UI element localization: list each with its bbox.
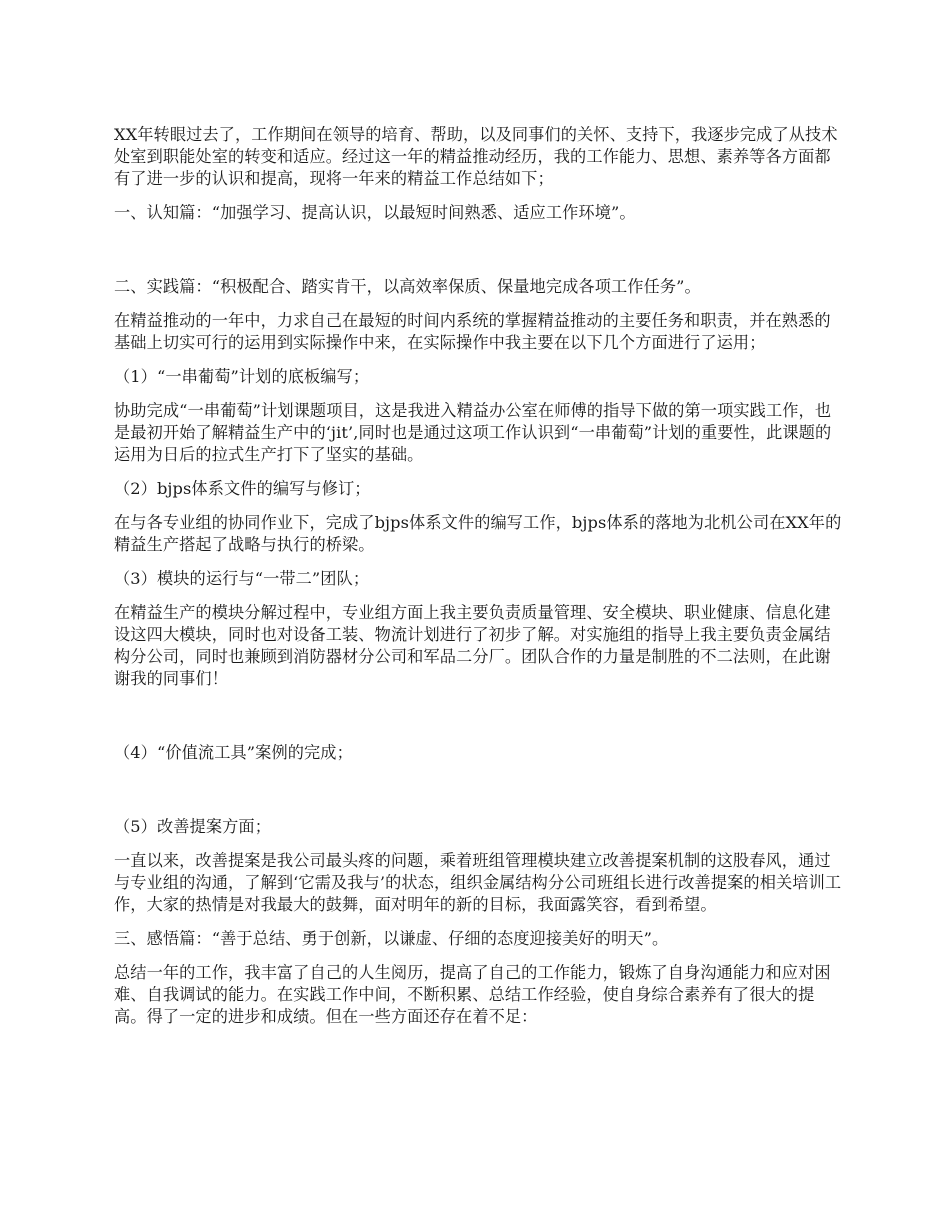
item-heading-5: （5）改善提案方面；: [114, 817, 271, 836]
reflection-paragraph: 总结一年的工作，我丰富了自己的人生阅历，提高了自己的工作能力，锻炼了自身沟通能力和应对困难、自我调试的能力。在实践工作中间，不断积累、总结工作经验，使自身综合素养有了很大的提高。得了一定的进步和成绩。但在一些方面还存在着不足：: [114, 963, 831, 1026]
item-paragraph-3: 在精益生产的模块分解过程中，专业组方面上我主要负责质量管理、安全模块、职业健康、信息化建设这四大模块，同时也对设备工装、物流计划进行了初步了解。对实施组的指导上我主要负责金属结构分公司，同时也兼顾到消防器材分公司和军品二分厂。团队合作的力量是制胜的不二法则，在此谢谢我的同事们！: [114, 603, 831, 688]
item-paragraph-1: 协助完成“一串葡萄”计划课题项目，这是我进入精益办公室在师傅的指导下做的第一项实践工作，也是最初开始了解精益生产中的‘jit’,同时也是通过这项工作认识到“一串葡萄”计划的重要性，此课题的运用为日后的拉式生产打下了坚实的基础。: [114, 401, 832, 464]
practice-paragraph: 在精益推动的一年中，力求自己在最短的时间内系统的掌握精益推动的主要任务和职责，并在熟悉的基础上切实可行的运用到实际操作中来，在实际操作中我主要在以下几个方面进行了运用；: [114, 311, 831, 352]
intro-paragraph: XX年转眼过去了，工作期间在领导的培育、帮助，以及同事们的关怀、支持下，我逐步完成了从技术处室到职能处室的转变和适应。经过这一年的精益推动经历，我的工作能力、思想、素养等各方面都有了进一步的认识和提高，现将一年来的精益工作总结如下；: [114, 125, 838, 188]
item-heading-1: （1）“一串葡萄”计划的底板编写；: [114, 367, 370, 386]
section-heading-practice: 二、实践篇：“积极配合、踏实肯干，以高效率保质、保量地完成各项工作任务”。: [114, 277, 701, 296]
section-heading-cognition: 一、认知篇：“加强学习、提高认识，以最短时间熟悉、适应工作环境”。: [114, 203, 636, 222]
item-heading-2: （2）bjps体系文件的编写与修订；: [114, 479, 371, 498]
document-body: [114, 124, 844, 1040]
item-paragraph-2: 在与各专业组的协同作业下，完成了bjps体系文件的编写工作，bjps体系的落地为北机公司在XX年的精益生产搭起了战略与执行的桥梁。: [114, 513, 842, 554]
section-heading-reflection: 三、感悟篇：“善于总结、勇于创新，以谦虚、仔细的态度迎接美好的明天”。: [114, 929, 669, 948]
item-heading-3: （3）模块的运行与“一带二”团队；: [114, 569, 370, 588]
item-heading-4: （4）“价值流工具”案例的完成；: [114, 743, 353, 762]
item-paragraph-5: 一直以来，改善提案是我公司最头疼的问题，乘着班组管理模块建立改善提案机制的这股春风，通过与专业组的沟通，了解到‘它需及我与’的状态，组织金属结构分公司班组长进行改善提案的相关培训工作，大家的热情是对我最大的鼓舞，面对明年的新的目标，我面露笑容，看到希望。: [114, 851, 842, 914]
